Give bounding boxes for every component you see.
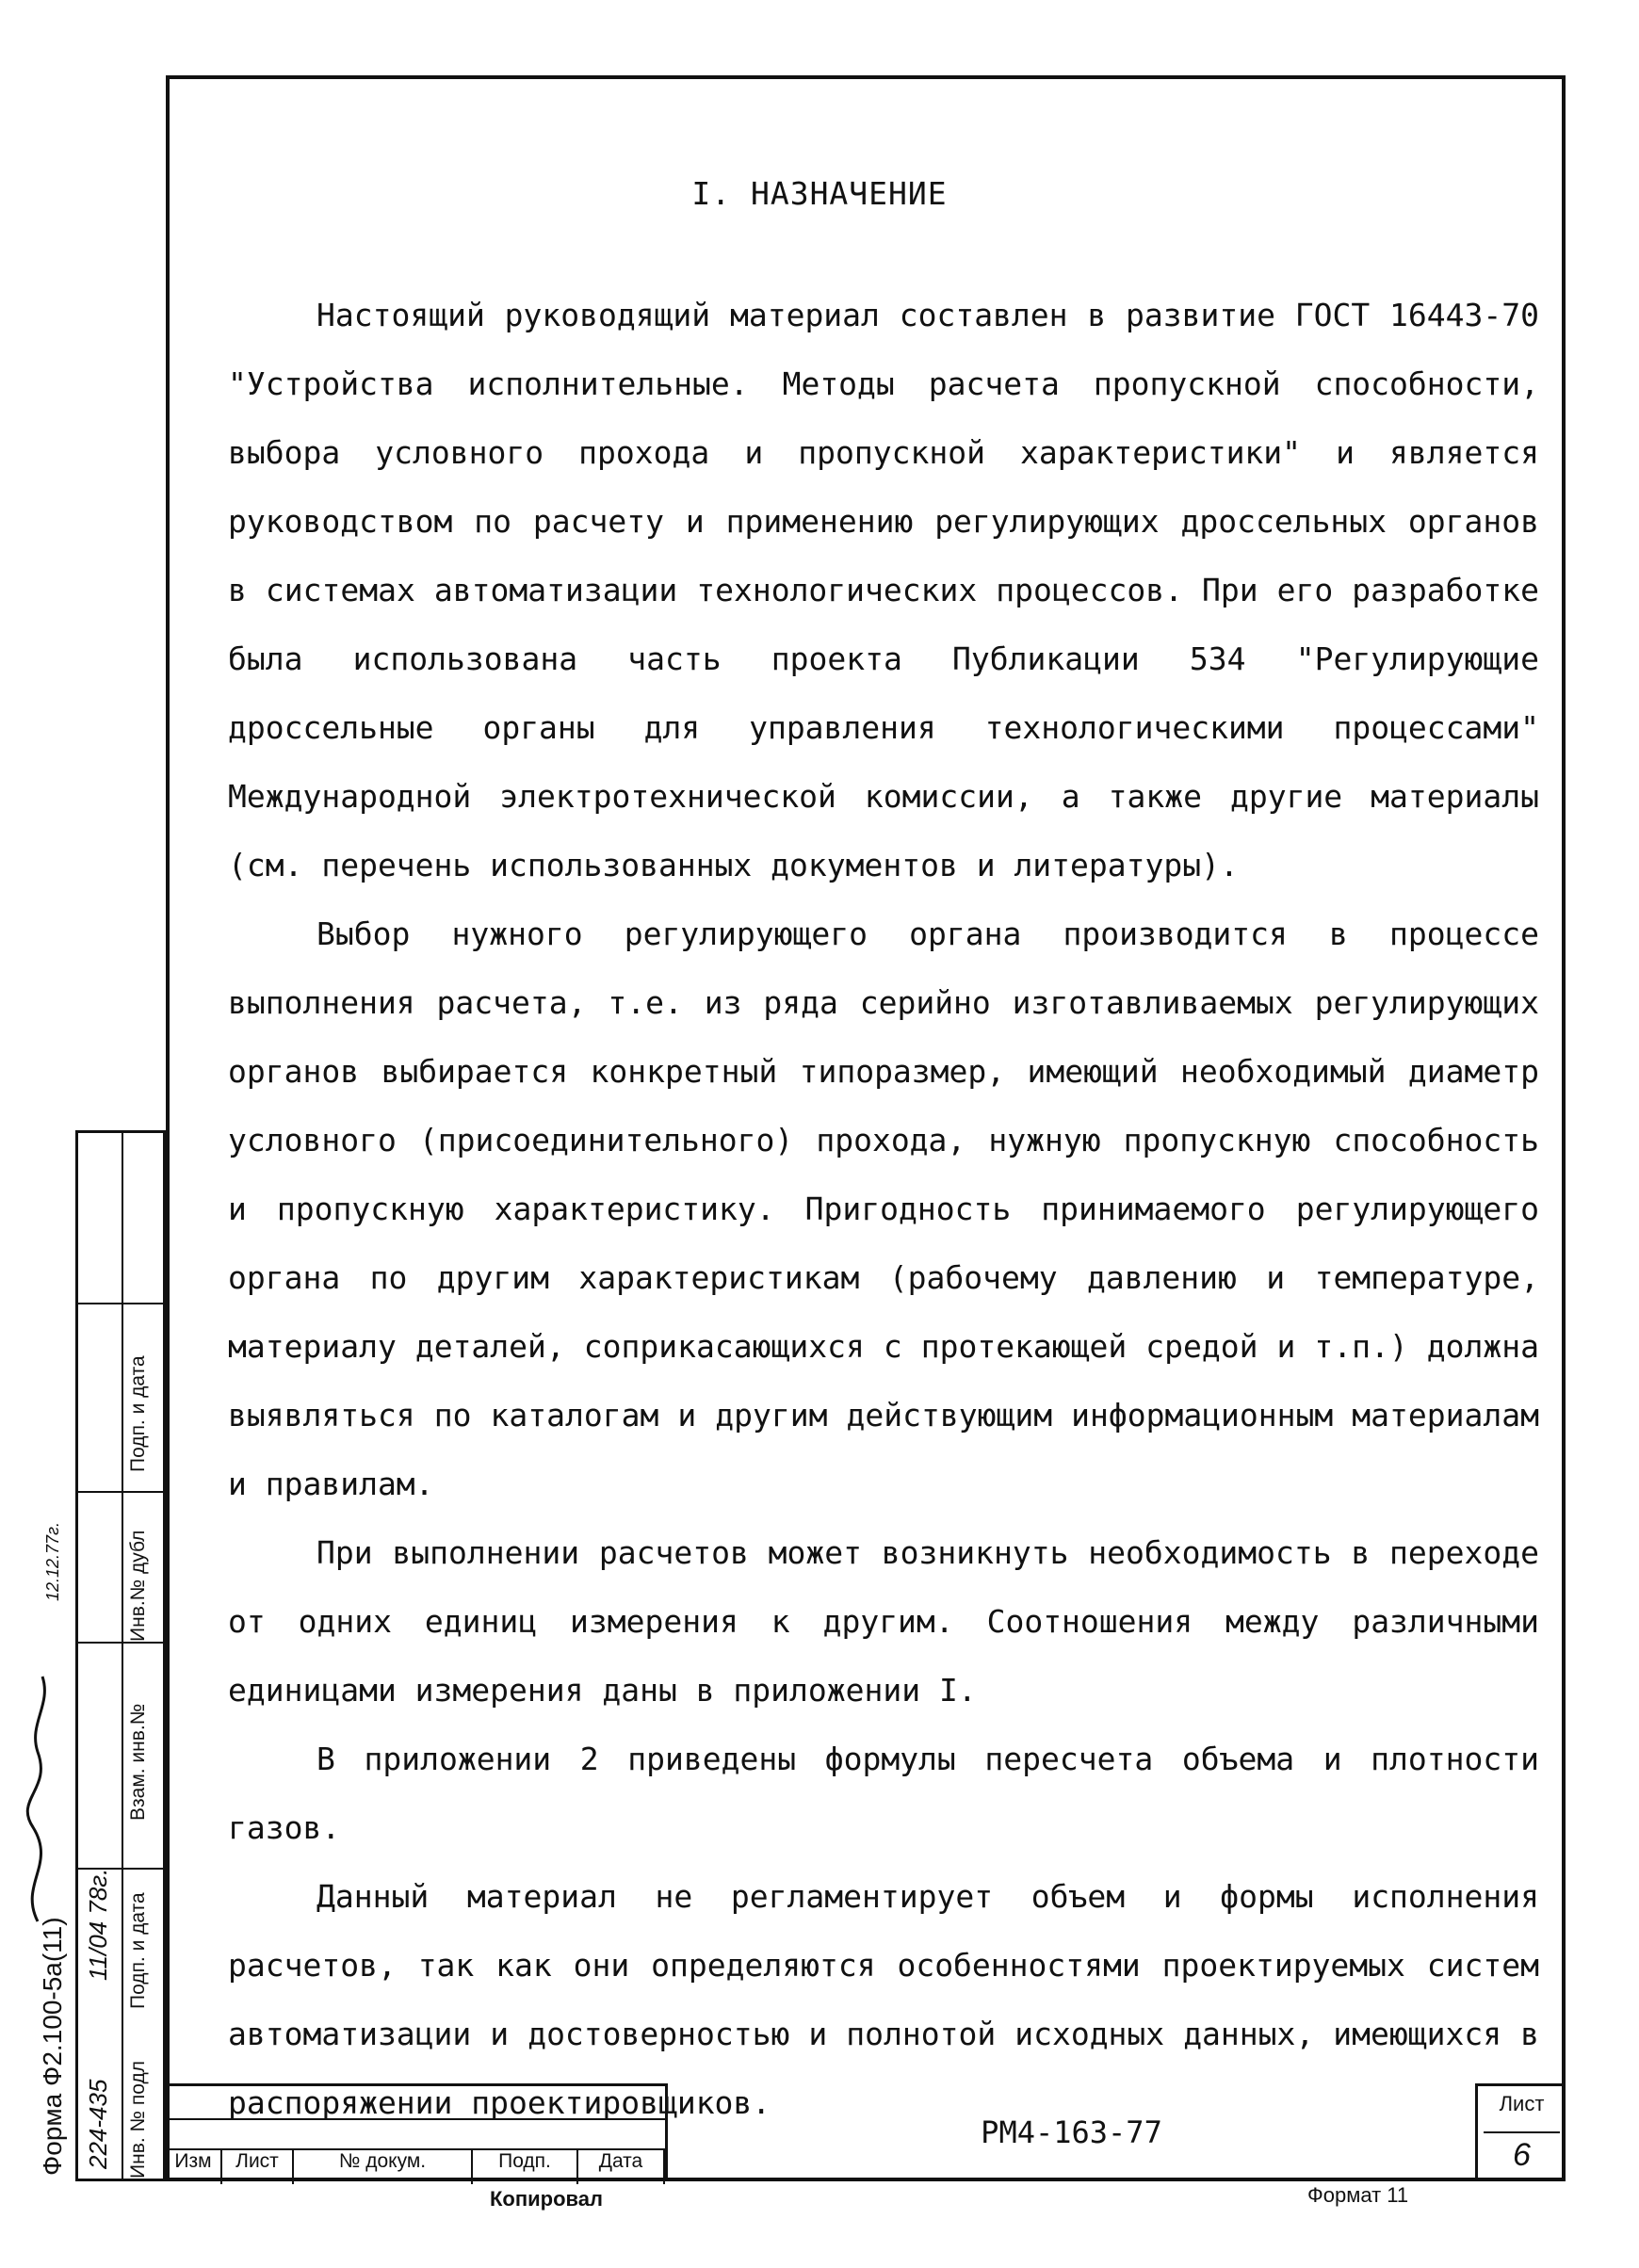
handwritten-inv-number: 224-435 <box>84 2079 112 2169</box>
section-heading: I. НАЗНАЧЕНИЕ <box>691 175 948 212</box>
body-text <box>228 281 1539 2137</box>
sheet-number: 6 <box>1484 2131 1560 2177</box>
col-doc-number: № докум. <box>294 2150 473 2184</box>
side-registration-strip <box>75 1130 166 2181</box>
paragraph-1: Настоящий руководящий материал составлен в развитие ГОСТ 16443-70 "Устройства исполнительные. Методы расчета пропускной способности, выбора условного прохода и пропускной характеристики" и является руководством по расчету и применению регулирующих дроссельных органов в системах автоматизации технологических процессов. При его разработке была использована часть проекта Публикации 534 "Регулирующие дроссельные органы для управления технологическими процессами" Международной электротехнической комиссии, а также другие материалы (см. перечень использованных документов и литературы). <box>228 297 1539 883</box>
col-date: Дата <box>578 2150 665 2184</box>
paragraph-2: Выбор нужного регулирующего органа производится в процессе выполнения расчета, т.е. из ряда серийно изготавливаемых регулирующих органов выбирается конкретный типоразмер, имеющий необходимый диаметр условного (присоединительного) прохода, нужную пропускную способность и пропускную характеристику. Пригодность принимаемого регулирующего органа по другим характеристикам (рабочему давлению и температуре, материалу деталей, соприкасающихся с протекающей средой и т.п.) должна выявляться по каталогам и другим действующим информационным материалам и правилам. <box>228 915 1539 1502</box>
label-sign-date-2: Подп. и дата <box>127 1355 149 1472</box>
paragraph-5: Данный материал не регламентирует объем и формы исполнения расчетов, так как они определяются особенностями проектируемых систем автоматизации и достоверностью и полнотой исходных данных, имеющихся в распоряжении проектировщиков. <box>228 1878 1539 2121</box>
copied-by-label: Копировал <box>490 2187 604 2211</box>
handwritten-date: 11/04 78г. <box>84 1868 112 1981</box>
label-inv-original: Инв. № подл <box>127 2061 149 2179</box>
signature-date: 12.12.77г. <box>43 1522 62 1601</box>
col-change: Изм <box>166 2150 222 2184</box>
sheet-box <box>1475 2083 1566 2181</box>
sheet-label: Лист <box>1499 2092 1545 2115</box>
signature-mark <box>0 1601 75 1940</box>
label-replaced-inv: Взам. инв.№ <box>127 1703 149 1821</box>
col-signature: Подп. <box>473 2150 578 2184</box>
format-label: Формат 11 <box>1307 2183 1409 2207</box>
revision-table <box>166 2083 665 2181</box>
label-inv-duplicate: Инв.№ дубл <box>127 1530 149 1642</box>
label-sign-date-1: Подп. и дата <box>127 1892 149 2009</box>
form-number: Форма Ф2.100-5а(11) <box>38 1917 67 2176</box>
paragraph-3: При выполнении расчетов может возникнуть необходимость в переходе от одних единиц измерения к другим. Соотношения между различными единицами измерения даны в приложении I. <box>228 1534 1539 1709</box>
paragraph-4: В приложении 2 приведены формулы пересчета объема и плотности газов. <box>228 1741 1539 1846</box>
col-sheet: Лист <box>222 2150 294 2184</box>
document-code: РМ4-163-77 <box>665 2083 1475 2181</box>
